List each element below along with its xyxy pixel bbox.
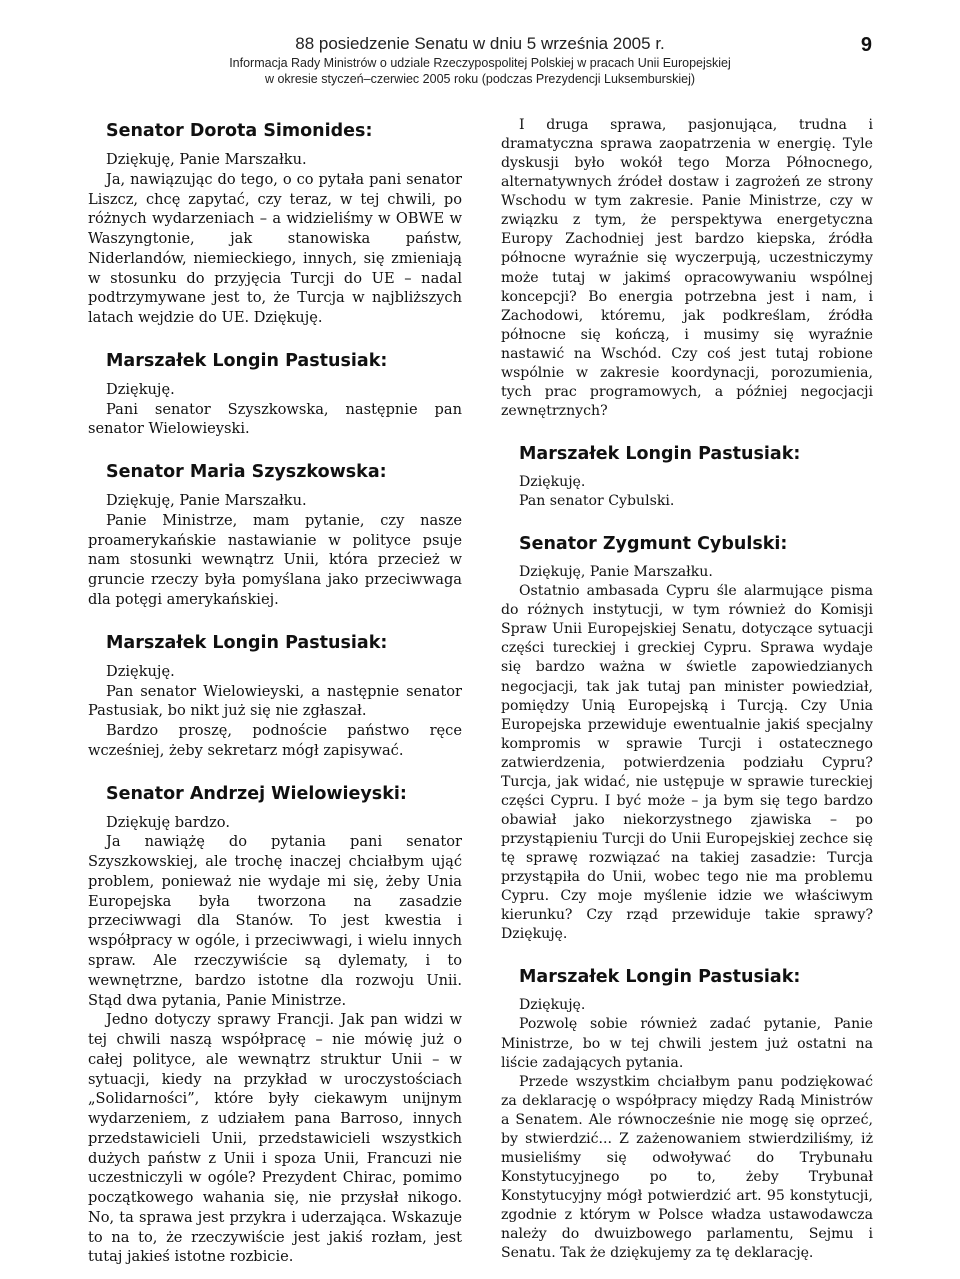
paragraph: Pan senator Wielowieyski, a następnie senator Pastusiak, bo nikt już się nie zgłaszał. [88, 682, 462, 720]
paragraph: Pani senator Szyszkowska, następnie pan senator Wielowieyski. [88, 400, 462, 438]
statement-block [501, 966, 873, 1263]
paragraph: Jedno dotyczy sprawy Francji. Jak pan widzi w tej chwili naszą współpracę – nie mówię już o całej polityce, ale wewnątrz struktur Unii – w sytuacji, kiedy na przykład w uroczystościach „Solidarności”, które były ciekawym unijnym wydarzeniem, z udziałem pana Barroso, innych przedstawicieli Unii, przedstawicieli wszystkich dużych państw z Unii i spoza Unii, Francuzi nie uczestniczyli w ogóle? Prezydent Chirac, pomimo początkowego wahania się, nie przysłał nikogo. No, ta sprawa jest przykra i uderzająca. Wskazuje to na to, że rzeczywiście jest jakiś rozłam, jest tutaj jakieś istotne rozbicie. [88, 1011, 462, 1266]
statement-continuation [501, 116, 873, 421]
paragraph: Bardzo proszę, podnoście państwo ręce wcześniej, żeby sekretarz mógł zapisywać. [88, 722, 462, 759]
header-title: 88 posiedzenie Senatu w dniu 5 września 2005 r. [295, 34, 665, 53]
right-column [501, 116, 873, 1263]
speaker-name: Marszałek Longin Pastusiak: [106, 632, 388, 653]
left-column [88, 116, 462, 1267]
paragraph: Ja nawiążę do pytania pani senator Szyszkowskiej, ale trochę inaczej chciałbym ująć problem, ponieważ nie wydaje mi się, żeby Unia Europejska była tworzona na zasadzie przeciwwagi dla Stanów. To jest kwestia i współpracy w ogóle, i przeciwwagi, i wielu innych spraw. Ale rzeczywiście są dylematy, i to wewnętrzne, bardzo istotne dla rozwoju Unii. Stąd dwa pytania, Panie Ministrze. [88, 833, 462, 1009]
paragraph: Dziękuję. [519, 474, 586, 490]
statement-block [88, 120, 462, 328]
speaker-name: Senator Maria Szyszkowska: [106, 462, 387, 483]
page-number: 9 [860, 34, 872, 56]
speaker-name: Senator Zygmunt Cybulski: [519, 534, 788, 555]
paragraph: Panie Ministrze, mam pytanie, czy nasze proamerykańskie nastawianie w polityce psuje nam stosunki wewnątrz Unii, która przecież w gruncie rzeczy była pomyślana jako przeciwwaga dla potęgi amerykańskiej. [88, 511, 462, 609]
statement-block [501, 443, 873, 511]
paragraph: Dziękuję. [519, 997, 586, 1014]
paragraph: Ostatnio ambasada Cypru śle alarmujące pisma do różnych instytucji, w tym również do Komisji Spraw Unii Europejskiej Senatu, dotyczące sytuacji części tureckiej i greckiej Cypru. Sprawa wydaje się bardzo ważna w świetle zapowiedzianych negocjacji, tak jak tutaj pan minister powiedział, pomiędzy Unią Europejską i Turcją. Czy Unia Europejska przewiduje ewentualnie jakiś specjalny kompromis w sprawie Turcji i ostatecznego zatwierdzenia, potwierdzenia podziału Cypru? Turcja, jak widać, nie ustępuje w sprawie tureckiej części Cypru. I być może – ja bym się tego bardzo obawiał jako niekorzystnego zjawiska – po przystąpieniu Turcji do Unii Europejskiej zechce się tę sprawę rozwiązać na takiej zasadzie: Turcja przystąpiła do Unii, wobec tego nie ma problemu Cypru. Czy moje myślenie idzie we właściwym kierunku? Czy rząd przewiduje takie sprawy? Dziękuję. [501, 583, 873, 943]
paragraph: Dziękuję bardzo. [106, 813, 230, 831]
paragraph: Przede wszystkim chciałbym panu podziękować za deklarację o współpracy między Radą Ministrów a Senatem. Ale równocześnie nie mogę się oprzeć, by stwierdzić... Z zażenowaniem stwierdziliśmy, iż musieliśmy się odwoływać do Trybunału Konstytucyjnego po to, żeby Trybunał Konstytucyjny mógł potwierdzić art. 95 konstytucji, zgodnie z którym w Polsce władza ustawodawcza należy do dwuizbowego parlamentu, Sejmu i Senatu. Tak że dziękujemy za tę deklarację. [501, 1073, 873, 1262]
paragraph: Ja, nawiązując do tego, o co pytała pani senator Liszcz, chcę zapytać, czy teraz, w tej chwili, po różnych wydarzeniach – a widzieliśmy w OBWE w Waszyngtonie, jak stanowiska państw, Niderlandów, niemieckiego, innych, się zmieniają w stosunku do przyjęcia Turcji do UE – nadal podtrzymywane jest to, że Turcja w najbliższych latach wejdzie do UE. Dziękuję. [88, 170, 462, 327]
speaker-name: Marszałek Longin Pastusiak: [519, 967, 801, 988]
header-subtitle: Informacja Rady Ministrów o udziale Rzeczypospolitej Polskiej w pracach Unii Europejskiej [229, 56, 731, 70]
statement-block [88, 461, 462, 610]
speaker-name: Marszałek Longin Pastusiak: [106, 350, 388, 371]
header-subtitle-period: w okresie styczeń–czerwiec 2005 roku (podczas Prezydencji Luksemburskiej) [264, 72, 696, 86]
paragraph: Dziękuję, Panie Marszałku. [106, 151, 307, 168]
paragraph: Dziękuję. [106, 380, 175, 398]
speaker-name: Senator Andrzej Wielowieyski: [106, 783, 407, 804]
statement-block [88, 632, 462, 761]
statement-block [88, 783, 462, 1268]
paragraph: Dziękuję, Panie Marszałku. [519, 564, 713, 581]
page-header [0, 34, 960, 94]
statement-block [501, 533, 873, 944]
paragraph: Dziękuję. [106, 662, 175, 680]
paragraph: Dziękuję, Panie Marszałku. [106, 492, 307, 510]
speaker-name: Senator Dorota Simonides: [106, 121, 373, 141]
paragraph: Pan senator Cybulski. [519, 493, 675, 510]
paragraph: Pozwolę sobie również zadać pytanie, Panie Ministrze, bo w tej chwili jestem już ostatni na liście zadających pytania. [501, 1016, 873, 1071]
paragraph: I druga sprawa, pasjonująca, trudna i dramatyczna sprawa zaopatrzenia w energię. Tyle dyskusji było wokół tego Morza Północnego, alternatywnych źródeł dostaw i zagrożeń ze strony Wschodu w tym zakresie. Panie Ministrze, czy w związku z tym, że perspektywa energetyczna Europy Zachodniej jest bardzo kiepska, źródła północne wyraźnie się wyczerpują, uczestniczymy może tutaj w jakimś opracowywaniu wspólnej koncepcji? Bo energia potrzebna jest i nam, i Zachodowi, któremu, jak podkreślam, źródła północne się kończą, i musimy się wyraźnie nastawić na Wschód. Czy coś jest tutaj robione wspólnie w zakresie koordynacji, porozumienia, tych prac programowych, a później negocjacji zewnętrznych? [501, 117, 873, 419]
speaker-name: Marszałek Longin Pastusiak: [519, 444, 801, 464]
statement-block [88, 350, 462, 439]
